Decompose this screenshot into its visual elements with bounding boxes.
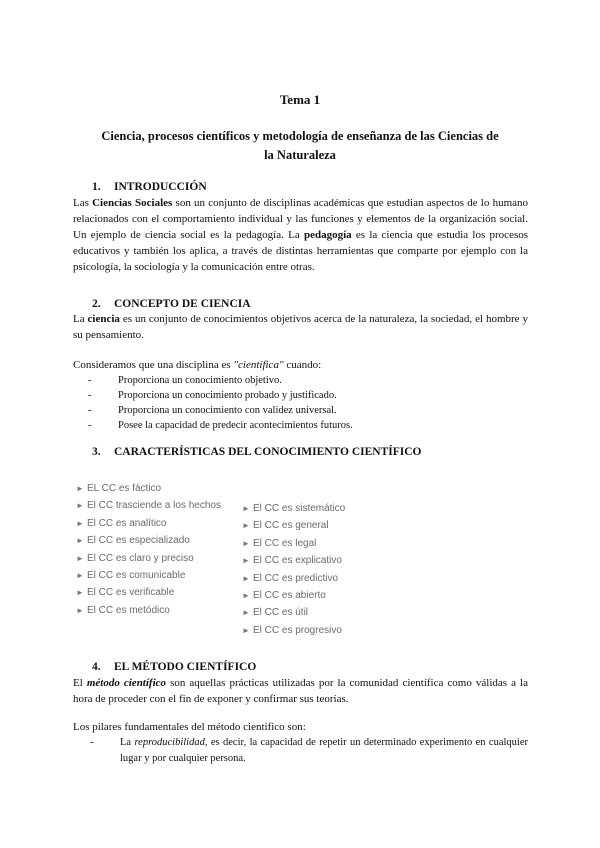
criteria-text: Proporciona un conocimiento con validez universal. (118, 405, 337, 416)
text-run: La (73, 313, 88, 325)
dash-bullet: - (88, 405, 92, 416)
pillar-item (90, 735, 528, 767)
characteristic-item (76, 602, 221, 619)
characteristic-item (242, 622, 345, 639)
characteristic-item (76, 567, 221, 584)
characteristic-item (242, 570, 345, 587)
arrow-bullet-icon: ► (242, 556, 250, 566)
characteristics-left-column (76, 480, 221, 619)
criteria-item (88, 373, 282, 388)
criteria-text: Proporciona un conocimiento objetivo. (118, 375, 282, 386)
section-2-paragraph (73, 311, 528, 343)
characteristic-item (242, 552, 345, 569)
text-run: La (120, 737, 135, 748)
characteristic-item (242, 517, 345, 534)
characteristic-text: El CC es general (253, 520, 329, 532)
characteristic-item (242, 500, 345, 517)
characteristic-text: EL CC es fáctico (87, 483, 162, 494)
bold-term: pedagogía (303, 229, 352, 241)
characteristic-text: El CC es abierto (253, 590, 326, 602)
arrow-bullet-icon: ► (242, 521, 250, 531)
arrow-bullet-icon: ► (242, 625, 250, 635)
criteria-item (88, 418, 353, 433)
section-title: EL MÉTODO CIENTÍFICO (114, 661, 257, 673)
arrow-bullet-icon: ► (76, 605, 84, 615)
section-1-heading (92, 181, 207, 193)
characteristic-item (76, 584, 221, 601)
criteria-intro (73, 357, 528, 373)
italic-term: reproducibilidad (134, 737, 205, 748)
criteria-item (88, 388, 337, 403)
characteristic-text: El CC es útil (253, 607, 309, 619)
pillars-intro: Los pilares fundamentales del método científico son: (73, 721, 306, 733)
section-number: 3. (92, 446, 101, 458)
italic-term: "científica" (233, 359, 284, 371)
text-run: es un conjunto de conocimientos objetivos acerca de la naturaleza, la sociedad, el hombre y su pensamiento. (73, 313, 528, 341)
text-run: cuando: (283, 359, 322, 371)
section-1-paragraph (73, 195, 528, 275)
section-number: 4. (92, 661, 101, 673)
text-run: es la ciencia que estudia los procesos educativos y también los aplica, a través de distintas herramientas que comparte por ejemplo con la psicología, la sociología y la comunicación entre otras. (73, 229, 529, 273)
characteristic-item (76, 497, 221, 514)
characteristic-item (76, 480, 221, 497)
characteristic-text: El CC es claro y preciso (87, 552, 194, 564)
arrow-bullet-icon: ► (76, 571, 84, 581)
characteristic-text: El CC es explicativo (253, 555, 342, 567)
dash-bullet: - (88, 390, 92, 401)
criteria-text: Proporciona un conocimiento probado y justificado. (118, 390, 337, 401)
characteristic-text: El CC es analítico (87, 517, 167, 529)
characteristic-item (76, 515, 221, 532)
text-run: El (73, 677, 87, 689)
bold-italic-term: método científico (86, 677, 167, 689)
bold-term: ciencia (87, 313, 120, 325)
arrow-bullet-icon: ► (242, 573, 250, 583)
section-number: 1. (92, 181, 101, 193)
characteristic-text: El CC es especializado (87, 535, 190, 547)
section-4-heading (92, 661, 256, 673)
section-2-heading (92, 298, 251, 310)
text-run: son un conjunto de disciplinas académicas que estudian aspectos de lo humano relacionados con el comportamiento individual y las funciones y elementos de la organización social. Un ejemplo de ciencia social es la pedagogía. La (73, 197, 529, 241)
dash-bullet: - (90, 737, 94, 748)
pillar-text (120, 735, 528, 767)
section-title: INTRODUCCIÓN (114, 181, 207, 193)
characteristic-text: El CC es progresivo (253, 624, 342, 636)
characteristic-text: El CC trasciende a los hechos (87, 500, 221, 512)
text-run: , es decir, la capacidad de repetir un determinado experimento en cualquier lugar y por cualquier persona. (120, 737, 528, 764)
arrow-bullet-icon: ► (76, 536, 84, 546)
text-run: Consideramos que una disciplina es (73, 359, 234, 371)
criteria-item (88, 403, 337, 418)
characteristics-right-column (242, 500, 345, 639)
characteristic-text: El CC es predictivo (253, 572, 339, 584)
arrow-bullet-icon: ► (242, 591, 250, 601)
section-title: CONCEPTO DE CIENCIA (114, 298, 251, 310)
text-run: son aquellas prácticas utilizadas por la comunidad científica como válidas a la hora de proceder con el fin de exponer y confirmar sus teorías. (73, 677, 528, 705)
arrow-bullet-icon: ► (76, 518, 84, 528)
section-number: 2. (92, 298, 101, 310)
characteristic-text: El CC es sistemático (253, 503, 346, 514)
arrow-bullet-icon: ► (76, 553, 84, 563)
arrow-bullet-icon: ► (242, 538, 250, 548)
characteristic-text: El CC es comunicable (87, 570, 186, 582)
characteristic-text: El CC es legal (253, 537, 317, 549)
arrow-bullet-icon: ► (76, 588, 84, 598)
arrow-bullet-icon: ► (76, 501, 84, 511)
characteristic-item (242, 604, 345, 621)
document-title: Tema 1 (279, 92, 321, 107)
dash-bullet: - (88, 375, 92, 386)
section-3-heading (92, 446, 421, 458)
section-4-paragraph (73, 675, 528, 707)
dash-bullet: - (88, 420, 92, 431)
characteristic-item (242, 535, 345, 552)
arrow-bullet-icon: ► (242, 608, 250, 618)
arrow-bullet-icon: ► (242, 504, 250, 513)
section-title: CARACTERÍSTICAS DEL CONOCIMIENTO CIENTÍFICO (114, 446, 422, 458)
characteristic-text: El CC es verificable (87, 587, 175, 599)
document-subtitle: Ciencia, procesos científicos y metodología de enseñanza de las Ciencias de la Naturaleza (101, 129, 499, 162)
characteristic-item (242, 587, 345, 604)
arrow-bullet-icon: ► (76, 484, 84, 493)
bold-term: Ciencias Sociales (92, 197, 173, 209)
characteristic-item (76, 550, 221, 567)
criteria-text: Posee la capacidad de predecir acontecimientos futuros. (118, 420, 353, 431)
text-run: Las (73, 197, 93, 209)
characteristic-text: El CC es metódico (87, 604, 170, 616)
characteristic-item (76, 532, 221, 549)
